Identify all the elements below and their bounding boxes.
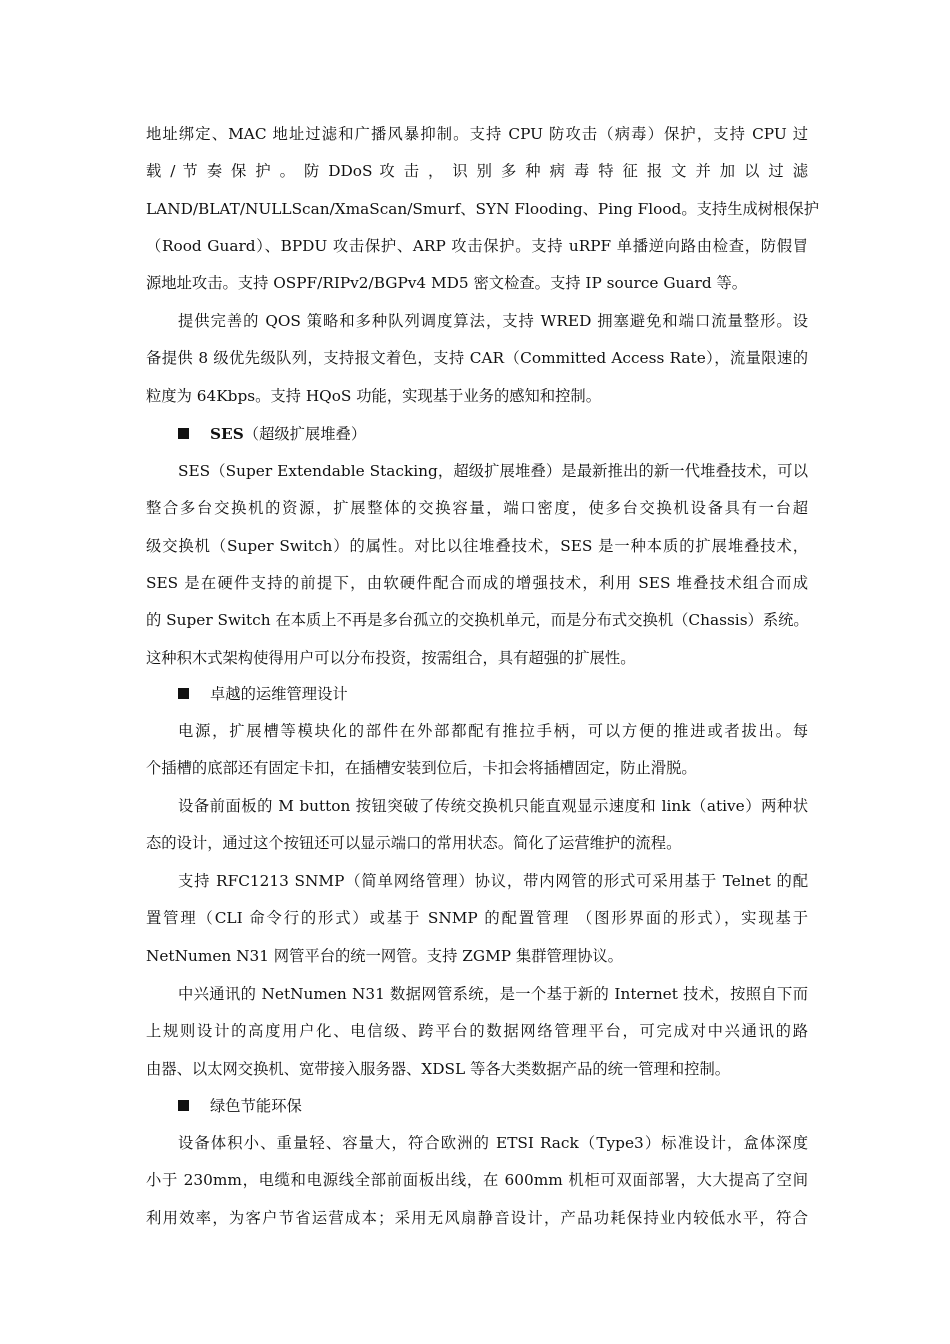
text-line: 由器、以太网交换机、宽带接入服务器、XDSL 等各大类数据产品的统一管理和控制。 bbox=[146, 1060, 731, 1078]
text-line: 整合多台交换机的资源，扩展整体的交换容量，端口密度，使多台交换机设备具有一台超 bbox=[146, 499, 808, 517]
text-line: 设备体积小、重量轻、容量大，符合欧洲的 ETSI Rack（Type3）标准设计，盒体深度 bbox=[178, 1134, 808, 1152]
square-bullet-icon bbox=[178, 428, 189, 439]
text-line: 利用效率，为客户节省运营成本；采用无风扇静音设计，产品功耗保持业内较低水平，符合 bbox=[146, 1209, 808, 1227]
text-line: 置管理（CLI 命令行的形式）或基于 SNMP 的配置管理 （图形界面的形式），实现基于 bbox=[146, 909, 808, 927]
text-line: 设备前面板的 M button 按钮突破了传统交换机只能直观显示速度和 link（ative）两种状 bbox=[178, 797, 808, 815]
square-bullet-icon bbox=[178, 1100, 189, 1111]
heading-maintenance-text: 卓越的运维管理设计 bbox=[210, 685, 348, 703]
heading-ses-text: SES（超级扩展堆叠） bbox=[210, 425, 367, 443]
text-line: 态的设计，通过这个按钮还可以显示端口的常用状态。简化了运营维护的流程。 bbox=[146, 834, 682, 852]
text-line: SES 是在硬件支持的前提下，由软硬件配合而成的增强技术，利用 SES 堆叠技术组合而成 bbox=[146, 574, 808, 592]
text-line: 源地址攻击。支持 OSPF/RIPv2/BGPv4 MD5 密文检查。支持 IP source Guard 等。 bbox=[146, 274, 748, 292]
text-line: 电源，扩展槽等模块化的部件在外部都配有推拉手柄，可以方便的推进或者拔出。每 bbox=[178, 722, 808, 740]
text-line: 提供完善的 QOS 策略和多种队列调度算法，支持 WRED 拥塞避免和端口流量整形。设 bbox=[178, 312, 808, 330]
text-line: LAND/BLAT/NULLScan/XmaScan/Smurf、SYN Flooding、Ping Flood。支持生成树根保护 bbox=[146, 200, 819, 218]
text-line: 级交换机（Super Switch）的属性。对比以往堆叠技术，SES 是一种本质的扩展堆叠技术， bbox=[146, 537, 808, 555]
text-line: NetNumen N31 网管平台的统一网管。支持 ZGMP 集群管理协议。 bbox=[146, 947, 623, 965]
text-line: 小于 230mm，电缆和电源线全部前面板出线，在 600mm 机柜可双面部署，大大提高了空间 bbox=[146, 1171, 808, 1189]
text-line: 支持 RFC1213 SNMP（简单网络管理）协议，带内网管的形式可采用基于 Telnet 的配 bbox=[178, 872, 808, 890]
text-line: 地址绑定、MAC 地址过滤和广播风暴抑制。支持 CPU 防攻击（病毒）保护，支持 CPU 过 bbox=[146, 125, 808, 143]
text-line: 备提供 8 级优先级队列，支持报文着色，支持 CAR（Committed Access Rate），流量限速的 bbox=[146, 349, 808, 367]
text-line: 中兴通讯的 NetNumen N31 数据网管系统，是一个基于新的 Internet 技术，按照自下而 bbox=[178, 985, 808, 1003]
text-line: （Rood Guard）、BPDU 攻击保护、ARP 攻击保护。支持 uRPF 单播逆向路由检查，防假冒 bbox=[146, 237, 808, 255]
text-line: 粒度为 64Kbps。支持 HQoS 功能，实现基于业务的感知和控制。 bbox=[146, 387, 602, 405]
text-line: 这种积木式架构使得用户可以分布投资，按需组合，具有超强的扩展性。 bbox=[146, 649, 636, 667]
text-line: 上规则设计的高度用户化、电信级、跨平台的数据网络管理平台，可完成对中兴通讯的路 bbox=[146, 1022, 808, 1040]
text-line: 的 Super Switch 在本质上不再是多台孤立的交换机单元，而是分布式交换机（Chassis）系统。 bbox=[146, 611, 809, 629]
text-line: 载 / 节 奏 保 护 。 防 DDoS 攻 击 ， 识 别 多 种 病 毒 特 征 报 文 并 加 以 过 滤 bbox=[146, 162, 808, 180]
heading-green-text: 绿色节能环保 bbox=[210, 1097, 302, 1115]
text-line: SES（Super Extendable Stacking，超级扩展堆叠）是最新推出的新一代堆叠技术，可以 bbox=[178, 462, 808, 480]
square-bullet-icon bbox=[178, 688, 189, 699]
text-line: 个插槽的底部还有固定卡扣，在插槽安装到位后，卡扣会将插槽固定，防止滑脱。 bbox=[146, 759, 697, 777]
